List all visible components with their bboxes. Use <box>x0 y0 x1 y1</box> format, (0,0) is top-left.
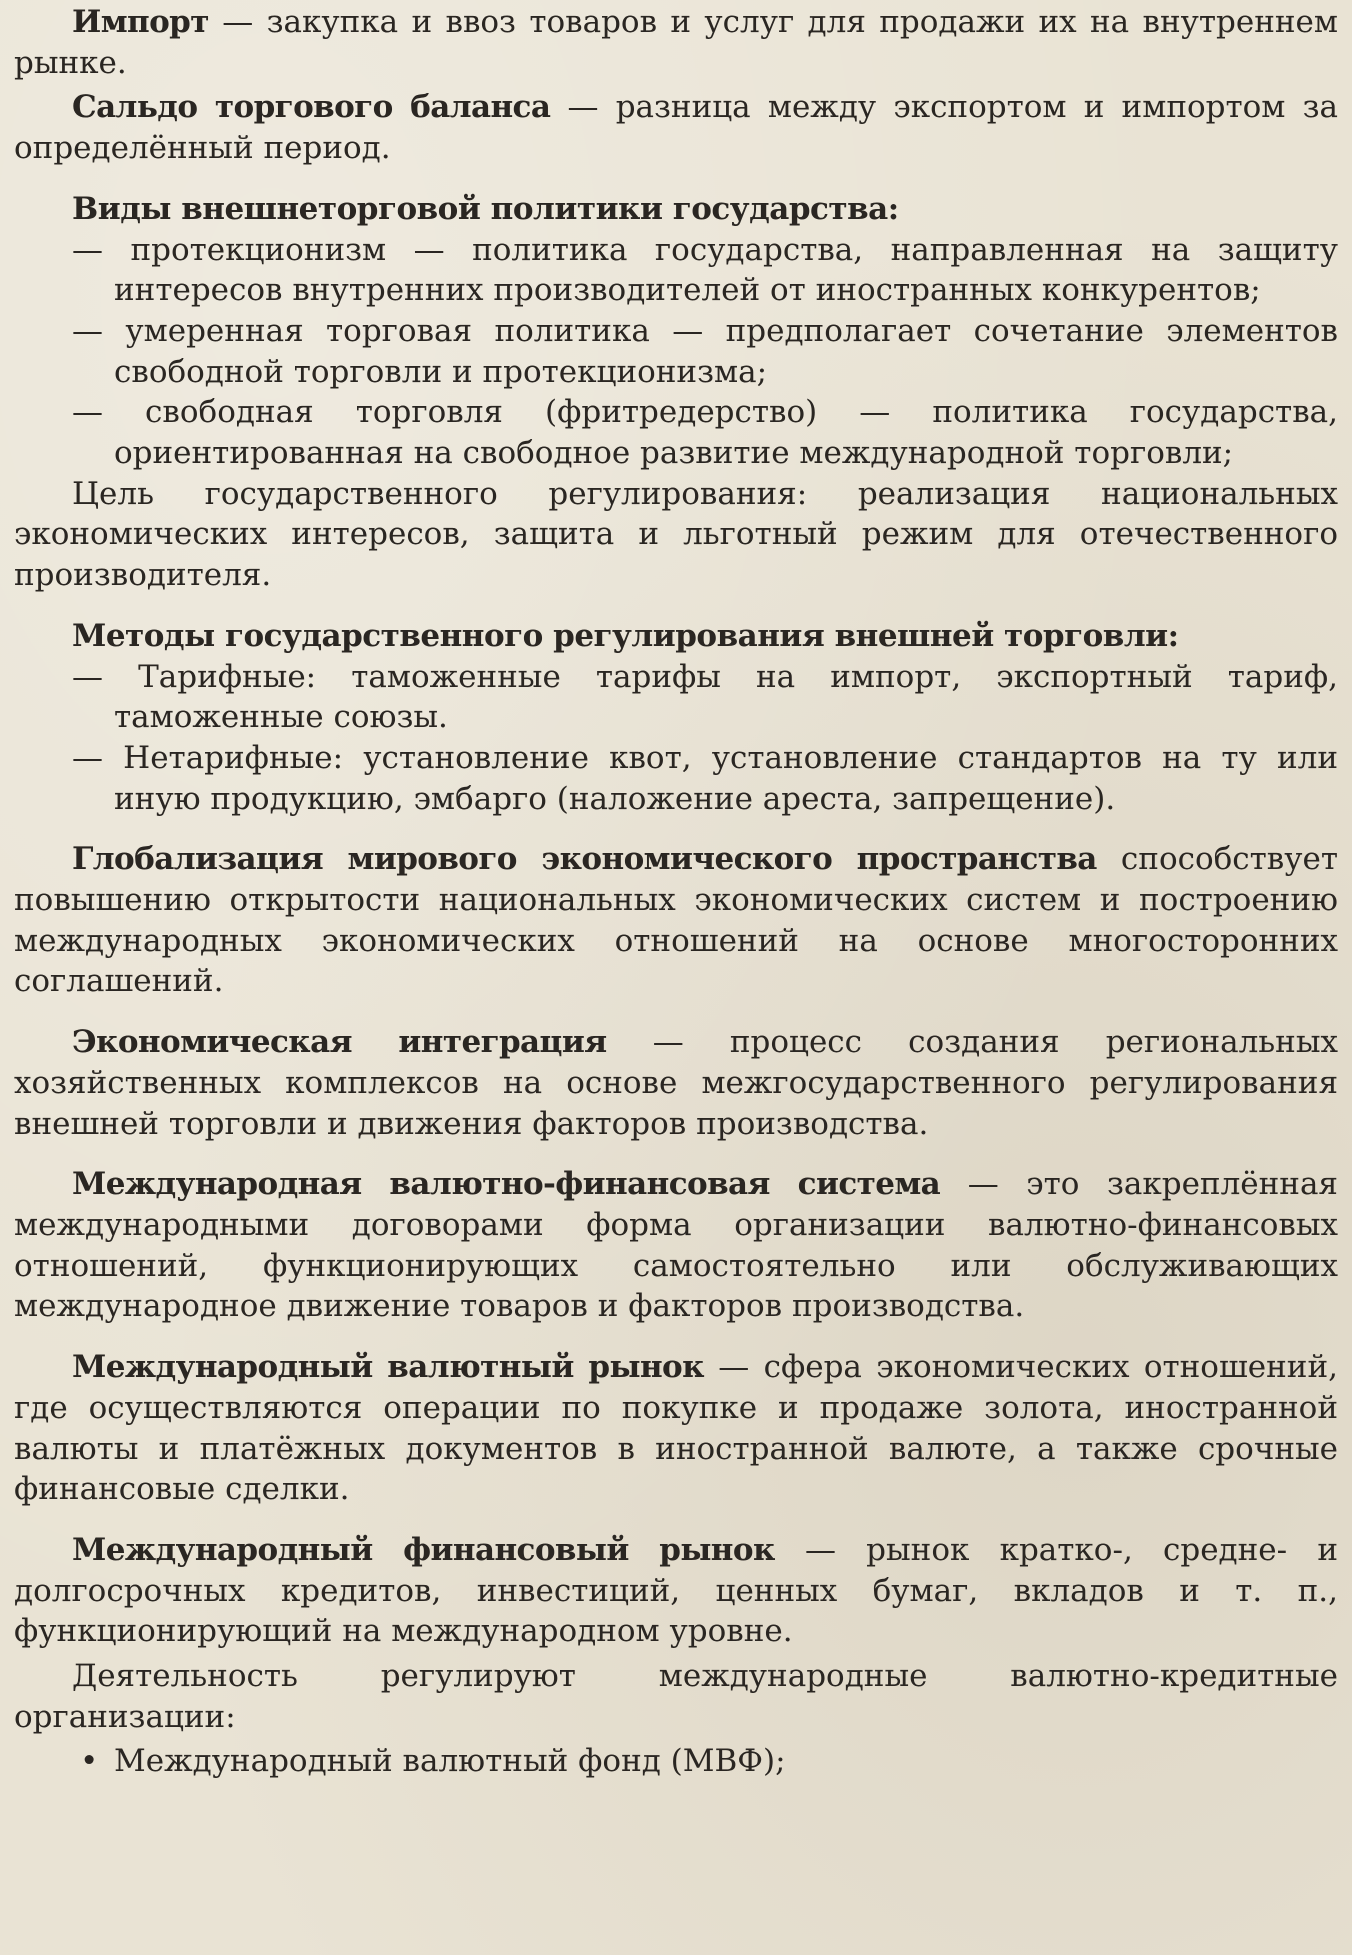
import-text: — закупка и ввоз товаров и услуг для продажи их на внутреннем рынке. <box>14 4 1338 81</box>
saldo-term: Сальдо торгового баланса <box>72 89 551 126</box>
monetary-system-definition <box>14 1164 1338 1327</box>
currency-market-text: — сфера экономических отношений, где осуществляются операции по покупке и продаже золота, иностранной валюты и платёжных документов в иностранной валюте, а также срочные финансовые сделки. <box>14 1349 1338 1508</box>
organizations-intro: Деятельность регулируют международные валютно-кредитные организации: <box>14 1658 1338 1735</box>
saldo-text: — разница между экспортом и импортом за определённый период. <box>14 89 1338 167</box>
globalization-definition <box>14 839 1338 1002</box>
regulation-goal: Цель государственного регулирования: реализация национальных экономических интересов, защита и льготный режим для отечественного производителя. <box>14 475 1338 594</box>
saldo-definition <box>14 87 1338 168</box>
currency-market-term: Международный валютный рынок <box>72 1349 704 1386</box>
import-definition <box>14 2 1338 83</box>
integration-definition <box>14 1022 1338 1144</box>
integration-text: — процесс создания региональных хозяйственных комплексов на основе межгосударственного регулирования внешней торговли и движения факторов производства. <box>14 1024 1338 1142</box>
methods-heading: Методы государственного регулирования внешней торговли: <box>72 617 1179 654</box>
trade-policy-item-protectionism: — протекционизм — политика государства, направленная на защиту интересов внутренних производителей от иностранных конкурентов; <box>72 231 1338 309</box>
financial-market-term: Международный финансовый рынок <box>72 1531 775 1568</box>
trade-policy-item-moderate: — умеренная торговая политика — предполагает сочетание элементов свободной торговли и протекционизма; <box>72 312 1338 390</box>
trade-policy-item-free-trade: — свободная торговля (фритредерство) — политика государства, ориентированная на свободное развитие международной торговли; <box>72 394 1338 472</box>
organizations-item-imf: Международный валютный фонд (МВФ); <box>114 1743 786 1780</box>
financial-market-definition <box>14 1530 1338 1652</box>
methods-item-tariff: — Тарифные: таможенные тарифы на импорт, экспортный тариф, таможенные союзы. <box>72 658 1338 736</box>
organizations-list-item <box>14 1741 1338 1782</box>
monetary-system-term: Международная валютно-финансовая система <box>72 1166 941 1203</box>
trade-policy-heading: Виды внешнеторговой политики государства: <box>72 190 899 227</box>
globalization-text: способствует повышению открытости национальных экономических систем и построению международных экономических отношений на основе многосторонних соглашений. <box>14 841 1338 1000</box>
methods-item-nontariff: — Нетарифные: установление квот, установление стандартов на ту или иную продукцию, эмбарго (наложение ареста, запрещение). <box>72 739 1338 817</box>
bullet-icon: • <box>80 1743 99 1780</box>
monetary-system-text: — это закреплённая международными договорами форма организации валютно-финансовых отношений, функционирующих самостоятельно или обслуживающих международное движение товаров и факторов производства. <box>14 1166 1338 1325</box>
globalization-term: Глобализация мирового экономического пространства <box>72 841 1097 878</box>
import-term: Импорт <box>72 4 209 40</box>
currency-market-definition <box>14 1347 1338 1510</box>
integration-term: Экономическая интеграция <box>72 1024 607 1061</box>
financial-market-text: — рынок кратко-, средне- и долгосрочных кредитов, инвестиций, ценных бумаг, вкладов и т. п., функционирующий на международном уровне. <box>14 1531 1338 1650</box>
